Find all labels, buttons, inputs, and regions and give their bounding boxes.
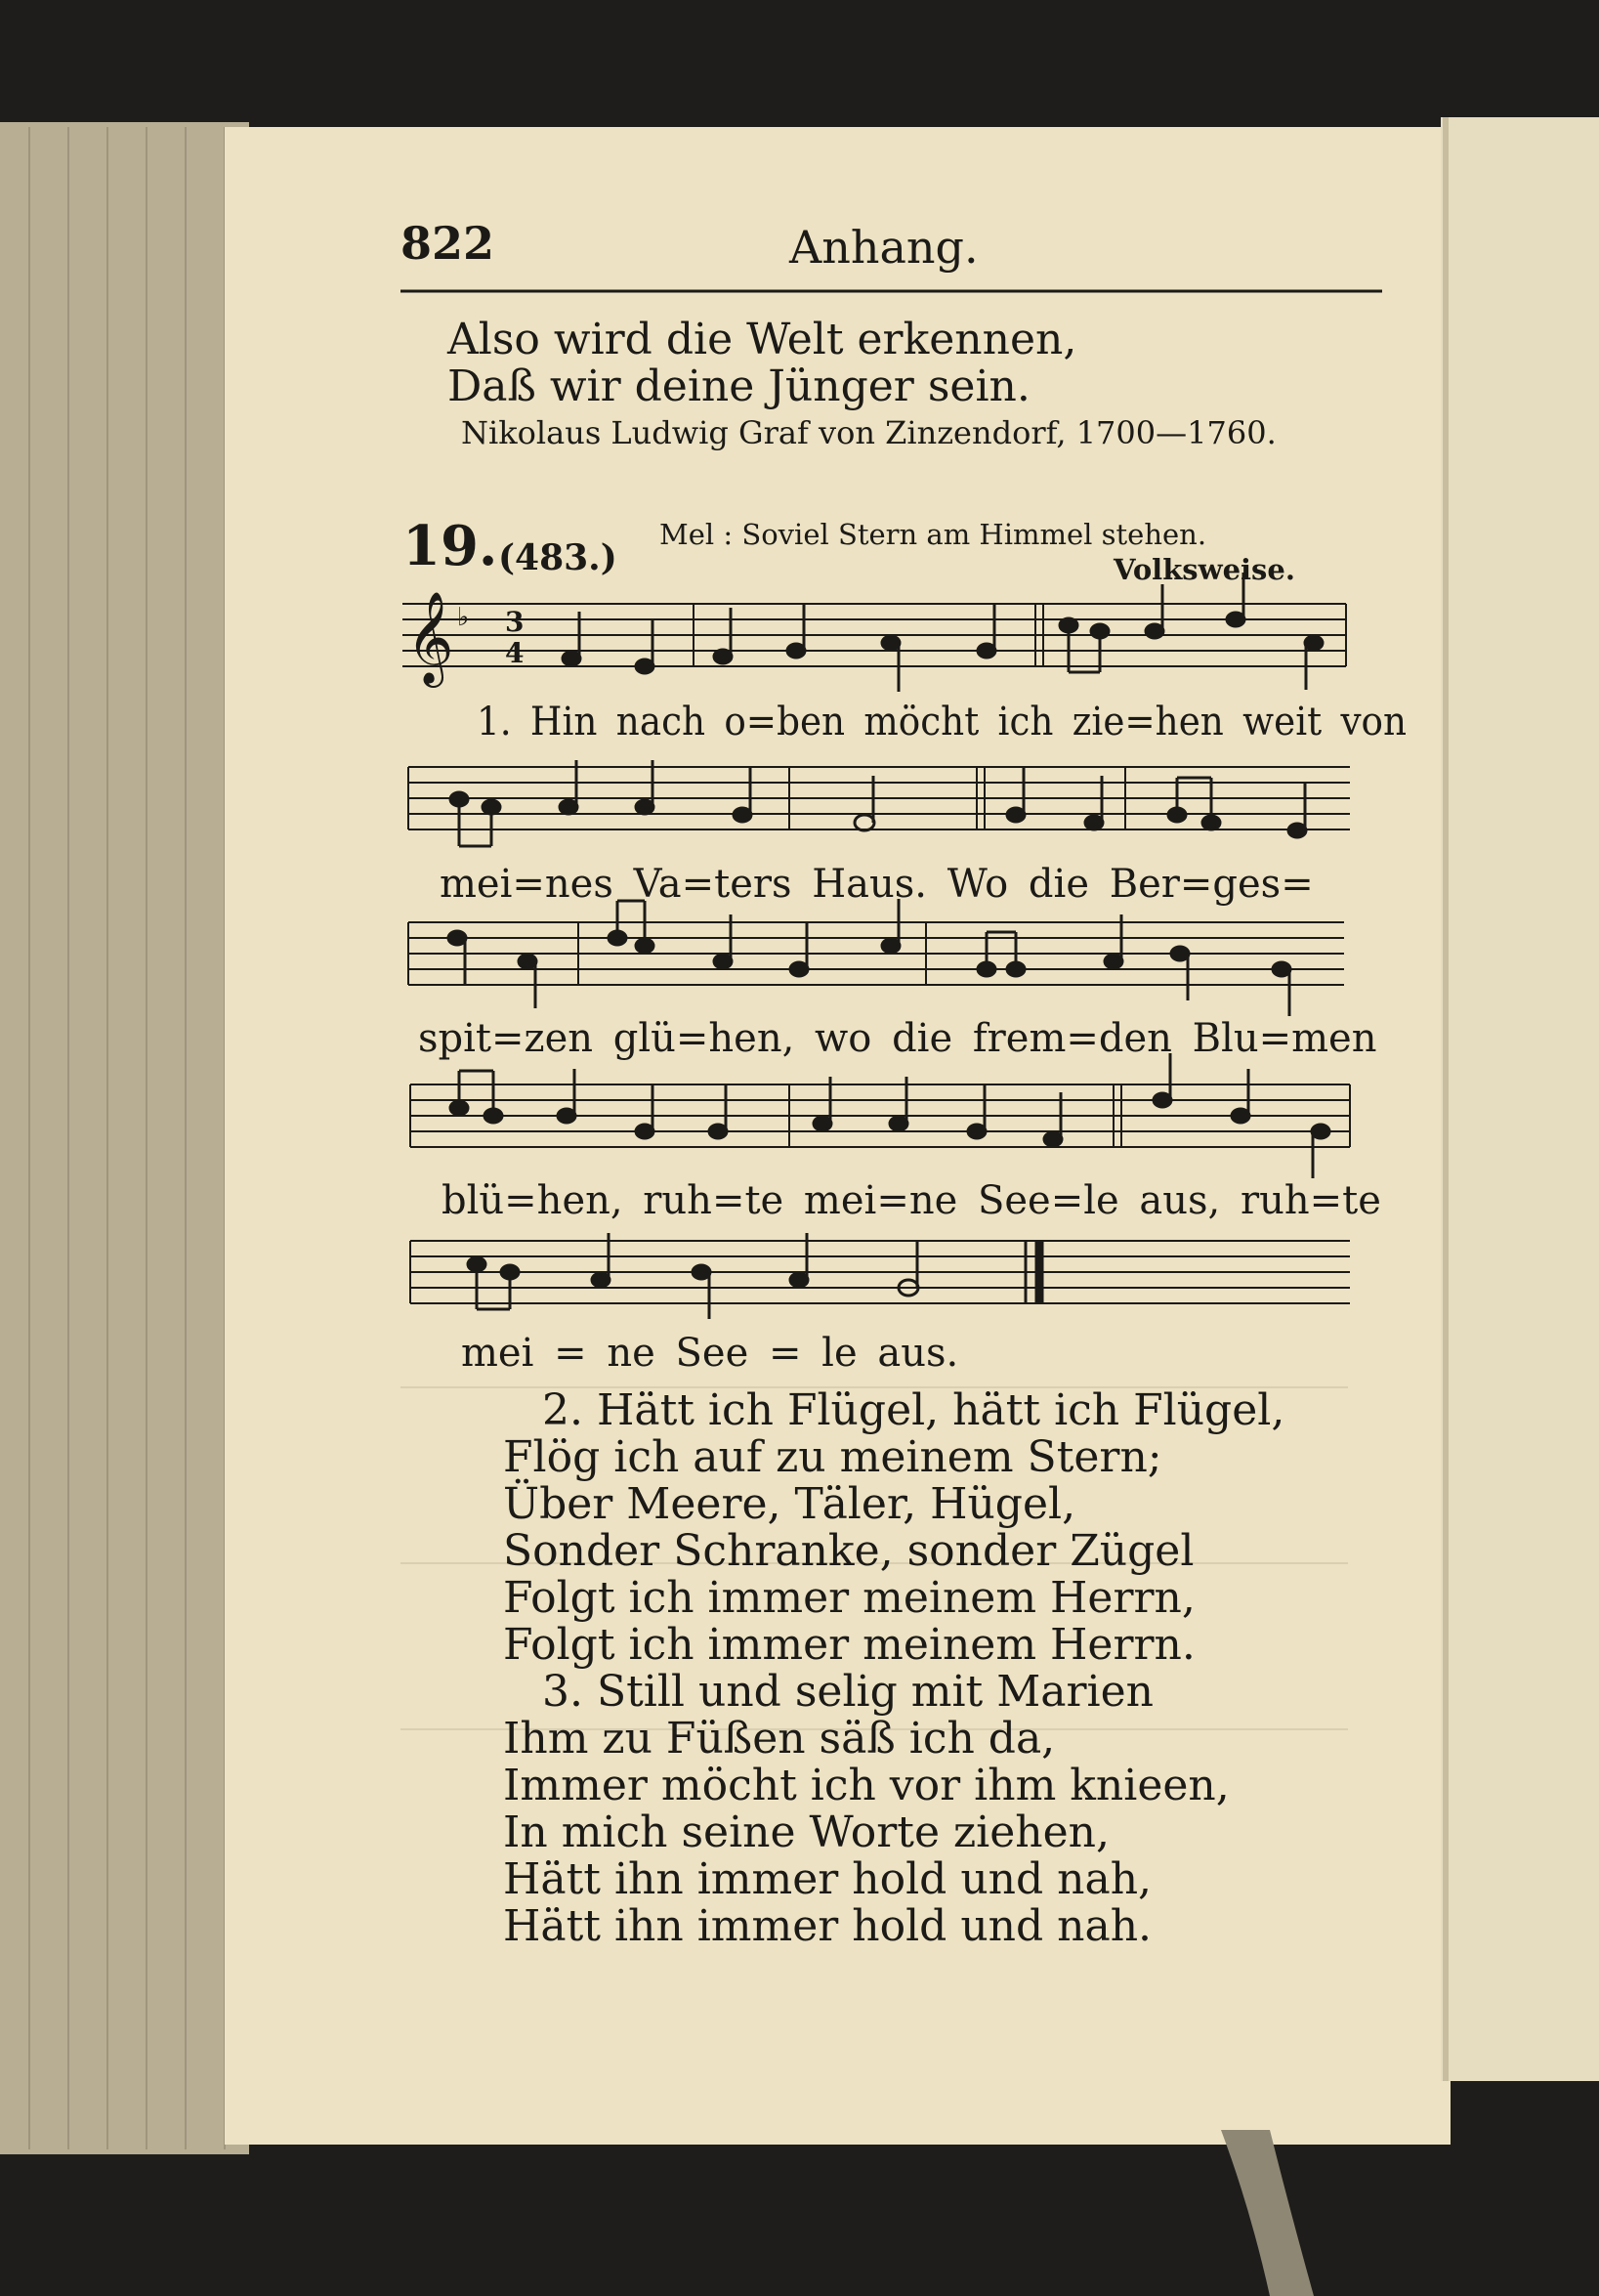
time-signature-top: 3 — [505, 606, 525, 638]
lyric-line-1: 1. Hin nach o=ben möcht ich zie=hen weit von — [477, 700, 1408, 744]
stanza-3-line-3: Immer möcht ich vor ihm knieen, — [503, 1761, 1230, 1810]
running-head: Anhang. — [789, 221, 979, 274]
facing-page — [1441, 117, 1599, 2081]
melody-origin: Volksweise. — [1114, 553, 1295, 586]
lyric-line-4: blü=hen, ruh=te mei=ne See=le aus, ruh=te — [442, 1178, 1381, 1223]
author-line: Nikolaus Ludwig Graf von Zinzendorf, 1700—1760. — [461, 414, 1277, 451]
prev-verse-line-2: Daß wir deine Jünger sein. — [447, 361, 1031, 411]
stanza-3-line-4: In mich seine Worte ziehen, — [503, 1807, 1110, 1857]
lyric-line-5: mei = ne See = le aus. — [461, 1331, 959, 1376]
hymn-number: 19. — [402, 514, 498, 578]
stanza-3-line-5: Hätt ihn immer hold und nah, — [503, 1854, 1153, 1904]
lyric-line-2: mei=nes Va=ters Haus. Wo die Ber=ges= — [440, 862, 1314, 907]
stanza-2-line-3: Über Meere, Täler, Hügel, — [503, 1479, 1076, 1529]
page-edge-stack — [0, 122, 249, 2154]
time-signature-bottom: 4 — [505, 637, 525, 669]
stanza-3-line-1: 3. Still und selig mit Marien — [542, 1667, 1154, 1717]
treble-clef: 𝄞 — [406, 591, 454, 684]
hymn-subnumber: (483.) — [498, 537, 617, 578]
flat-sign: ♭ — [457, 603, 470, 632]
stanza-2-line-1: 2. Hätt ich Flügel, hätt ich Flügel, — [542, 1385, 1285, 1435]
stanza-2-line-2: Flög ich auf zu meinem Stern; — [503, 1432, 1162, 1482]
prev-verse-line-1: Also wird die Welt erkennen, — [447, 315, 1077, 364]
stanza-2-line-5: Folgt ich immer meinem Herrn, — [503, 1573, 1196, 1623]
melody-line: Mel : Soviel Stern am Himmel stehen. — [659, 518, 1207, 551]
stanza-3-line-6: Hätt ihn immer hold und nah. — [503, 1901, 1153, 1951]
lyric-line-3: spit=zen glü=hen, wo die frem=den Blu=men — [418, 1016, 1377, 1061]
stanza-2-line-4: Sonder Schranke, sonder Zügel — [503, 1526, 1195, 1576]
page-number: 822 — [400, 217, 495, 270]
stanza-2-line-6: Folgt ich immer meinem Herrn. — [503, 1620, 1196, 1670]
stanza-3-line-2: Ihm zu Füßen säß ich da, — [503, 1714, 1056, 1764]
